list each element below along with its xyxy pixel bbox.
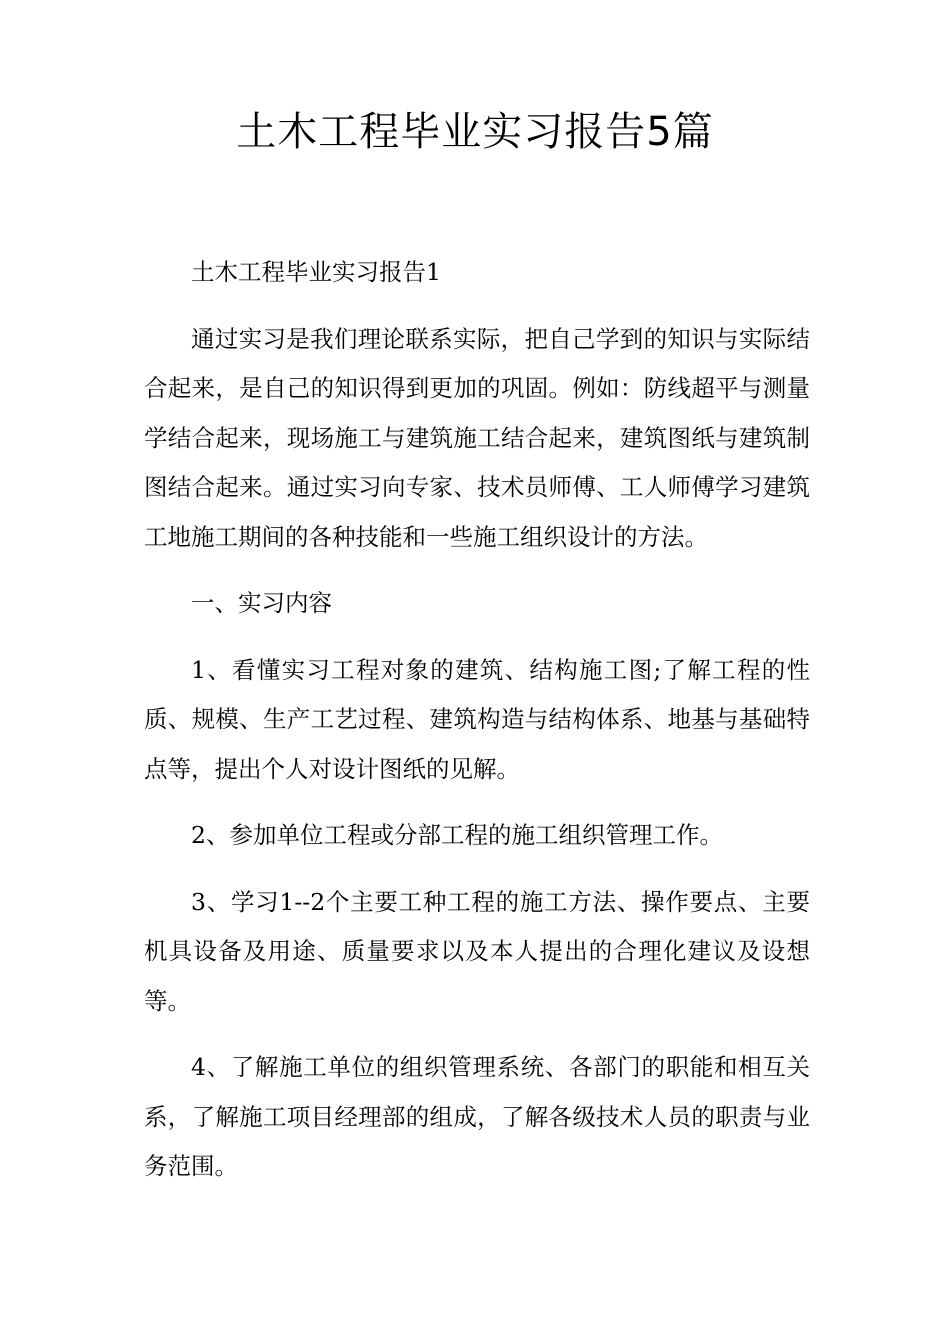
content-item-2: 2、参加单位工程或分部工程的施工组织管理工作。 [191,821,723,849]
intro-paragraph: 通过实习是我们理论联系实际，把自己学到的知识与实际结合起来，是自己的知识得到更加的巩固。例如：防线超平与测量学结合起来，现场施工与建筑施工结合起来，建筑图纸与建筑制图结合起来。通过实习向专家、技术员师傅、工人师傅学习建筑工地施工期间的各种技能和一些施工组织设计的方法。 [144,324,810,551]
document-body [144,248,810,1209]
section-heading-internship-content: 一、实习内容 [191,589,332,617]
content-item-4: 4、了解施工单位的组织管理系统、各部门的职能和相互关系，了解施工项目经理部的组成，了解各级技术人员的职责与业务范围。 [144,1053,810,1180]
content-item-3: 3、学习1--2个主要工种工程的施工方法、操作要点、主要机具设备及用途、质量要求以及本人提出的合理化建议及设想等。 [144,887,810,1015]
content-item-1: 1、看懂实习工程对象的建筑、结构施工图;了解工程的性质、规模、生产工艺过程、建筑构造与结构体系、地基与基础特点等，提出个人对设计图纸的见解。 [144,655,810,783]
document-title: 土木工程毕业实习报告5篇 [236,109,714,155]
section-heading-report-1: 土木工程毕业实习报告1 [191,258,441,286]
